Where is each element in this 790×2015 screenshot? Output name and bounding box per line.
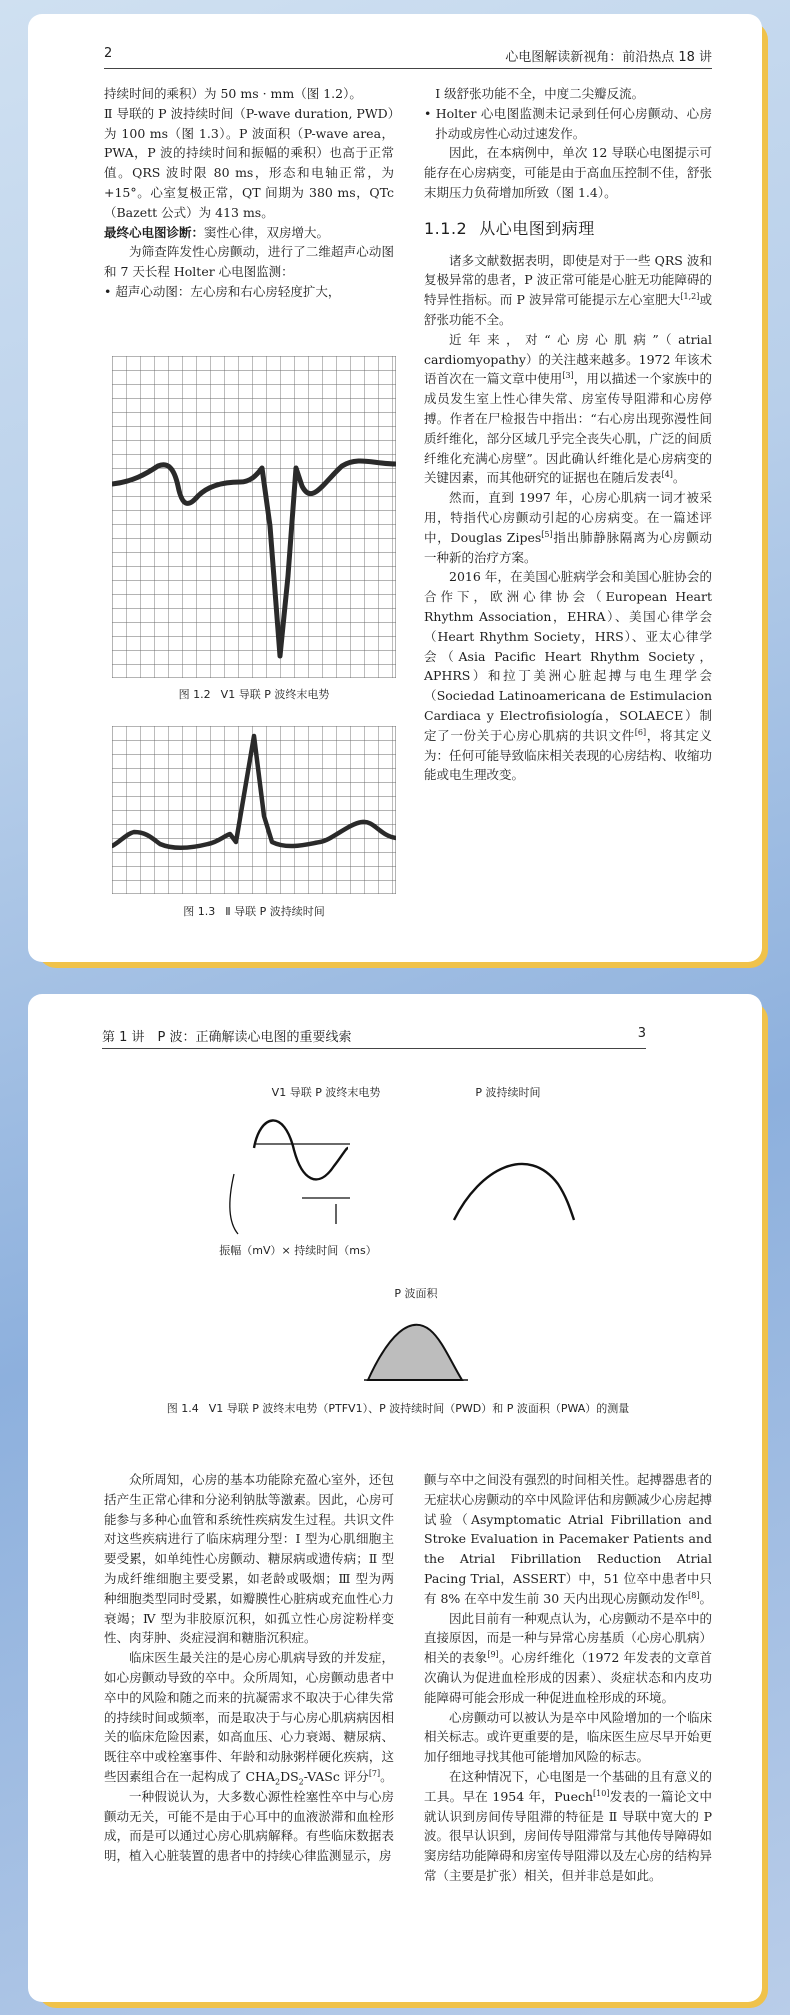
paragraph: Ⅱ 导联的 P 波持续时间（P-wave duration, PWD）为 100 ms（图 1.3）。P 波面积（P-wave area，PWA，P 波的持续时间和振幅的乘积）也高于正常值。QRS 波时限 80 ms，形态和电轴正常，为 +15°。心室复极正常，QT 间期为 380 ms，QTc（Bazett 公式）为 413 ms。	[104, 105, 394, 220]
page-3	[28, 994, 762, 2002]
right-column-text	[424, 1470, 712, 1886]
text-run: 因此目前有一种观点认为，心房颤动不是卒中的直接原因，而是一种与异常心房基质（心房心肌病）相关的表象	[424, 1610, 712, 1666]
figure-number: 图 1.2	[178, 688, 211, 701]
final-diagnosis-label: 最终心电图诊断：	[104, 224, 205, 240]
figure-caption-text: Ⅱ 导联 P 波持续时间	[225, 905, 325, 918]
page-header	[104, 46, 712, 69]
figure-1-3-ecg	[112, 726, 396, 894]
ptfv1-axis-label: 振幅（mV）× 持续时间（ms）	[219, 1244, 377, 1257]
citation: [4]	[661, 470, 673, 480]
pwd-title: P 波持续时间	[475, 1086, 541, 1099]
citation: [8]	[688, 1590, 700, 1600]
paragraph: 众所周知，心房的基本功能除充盈心室外，还包括产生正常心律和分泌利钠肽等激素。因此，心房可能参与多种心血管和系统性疾病发生过程。共识文件对这些疾病进行了临床病理分型：Ⅰ 型为心肌细胞主要受累，如单纯性心房颤动、糖尿病或遗传病；Ⅱ 型为成纤维细胞主要受累，如老龄或吸烟；Ⅲ 型为两种细胞类型同时受累，如瓣膜性心脏病或充血性心力衰竭；Ⅳ 型为非胶原沉积，如孤立性心房淀粉样变性、肉芽肿、炎症浸润和糖脂沉积症。	[104, 1472, 394, 1646]
figure-number: 图 1.3	[183, 905, 216, 918]
text-run: 2016 年，在美国心脏病学会和美国心脏协会的合作下，欧洲心律协会（European Heart Rhythm Association，EHRA）、美国心律学会（Heart Rhythm Society，HRS）、亚太心律学会（Asia Pacific Heart Rhythm Society，APHRS）和拉丁美洲心脏起搏与电生理学会（Sociedad Latinoamericana de Estimulacion Cardiaca y Electrofisiología，SOLAECE）制定了一份关于心房心肌病的共识文件	[424, 569, 712, 743]
pwa-area	[368, 1325, 462, 1380]
page-sheet	[28, 994, 762, 2002]
paragraph: 一种假说认为，大多数心源性栓塞性卒中与心房颤动无关，可能不是由于心耳中的血液淤滞和血栓形成，而是可以通过心房心肌病解释。有些临床数据表明，植入心脏装置的患者中的持续心律监测显示，房	[104, 1788, 394, 1864]
final-diagnosis-text: 窦性心律，双房增大。	[204, 224, 330, 240]
paragraph	[424, 251, 712, 330]
figure-1-4-caption	[98, 1400, 698, 1416]
text-run: 近年来，对“心房心肌病”（atrial cardiomyopathy）的关注越来越多。1972 年该术语首次在一篇文章中使用	[424, 331, 712, 387]
paragraph: 因此，在本病例中，单次 12 导联心电图提示可能存在心房病变，可能是由于高血压控制不佳，舒张末期压力负荷增加所致（图 1.4）。	[424, 145, 712, 200]
citation: [9]	[487, 1650, 499, 1660]
ptfv1-title: V1 导联 P 波终末电势	[271, 1086, 381, 1099]
page-2	[28, 14, 762, 962]
pwa-title: P 波面积	[394, 1287, 438, 1300]
pwd-arc	[454, 1164, 574, 1220]
bullet-continuation: Ⅰ 级舒张功能不全，中度二尖瓣反流。	[435, 86, 645, 101]
paragraph: 持续时间的乘积）为 50 ms · mm（图 1.2）。	[104, 86, 362, 101]
citation: [1,2]	[680, 292, 700, 302]
text-run: ，用以描述一个家族中的成员发生室上性心律失常、房室传导阻滞和心房停搏。作者在尸检报告中指出：“右心房出现弥漫性间质纤维化，部分区域几乎完全丧失心肌，广泛的间质纤维化充满心房壁”。因此确认纤维化是心房病变的关键因素，而其他研究的证据也在随后发表	[424, 371, 712, 486]
citation: [5]	[541, 529, 553, 539]
text-run: 或舒张功能不全。	[424, 292, 712, 327]
paragraph	[424, 1767, 712, 1886]
text-run: 。	[672, 470, 686, 486]
left-column-text	[104, 84, 394, 302]
running-title: 第 1 讲 P 波：正确解读心电图的重要线索	[102, 1030, 352, 1045]
paragraph: 为筛查阵发性心房颤动，进行了二维超声心动图和 7 天长程 Holter 心电图监测：	[104, 244, 394, 280]
section-title: 从心电图到病理	[479, 218, 595, 238]
figure-number: 图 1.4	[166, 1402, 199, 1415]
text-run: -VASc 评分	[303, 1768, 369, 1784]
section-heading	[424, 219, 712, 239]
citation: [6]	[634, 727, 647, 737]
text-run: 诸多文献数据表明，即使是对于一些 QRS 波和复极异常的患者，P 波正常可能是心脏无功能障碍的特异性指标。而 P 波异常可能提示左心室肥大	[424, 252, 712, 308]
figure-1-2-caption	[112, 686, 396, 702]
citation: [3]	[562, 371, 574, 381]
final-diagnosis	[104, 223, 394, 243]
ptfv1-pointer	[230, 1174, 238, 1234]
text-run: 。	[699, 1590, 712, 1606]
text-run: 指出肺静脉隔离为心房颤动一种新的治疗方案。	[424, 529, 712, 565]
section-number: 1.1.2	[424, 218, 468, 238]
text-run: 临床医生最关注的是心房心肌病导致的并发症，如心房颤动导致的卒中。众所周知，心房颤动患者中卒中的风险和随之而来的抗凝需求不取决于心律失常的持续时间或频率，而是取决于与心房心肌病病因相关的临床危险因素，如高血压、心力衰竭、糖尿病、既往卒中或栓塞事件、年龄和动脉粥样硬化疾病，这些因素组合在一起构成了 CHA	[104, 1650, 394, 1784]
text-run: 在这种情况下，心电图是一个基础的且有意义的工具。早在 1954 年，Puech	[424, 1768, 712, 1804]
bullet-item: • Holter 心电图监测未记录到任何心房颤动、心房扑动或房性心动过速发作。	[424, 105, 712, 141]
citation: [7]	[368, 1768, 381, 1778]
ptfv1-wave	[254, 1120, 348, 1179]
text-run: 然而，直到 1997 年，心房心肌病一词才被采用，特指代心房颤动引起的心房病变。在一篇述评中，Douglas Zipes	[424, 490, 712, 545]
paragraph	[424, 488, 712, 567]
page-number: 2	[104, 46, 113, 61]
text-run: 。	[380, 1768, 393, 1784]
figure-caption-text: V1 导联 P 波终末电势（PTFV1）、P 波持续时间（PWD）和 P 波面积（PWA）的测量	[208, 1402, 630, 1415]
subscript: 2	[298, 1777, 304, 1787]
text-run: 发表的一篇论文中就认识到房间传导阻滞的特征是 Ⅱ 导联中宽大的 P 波。很早认识到，房间传导阻滞常与其他传导障碍如窦房结功能障碍和房室传导阻滞以及左心房的结构异常（主要是扩张）相关，但并非总是如此。	[424, 1788, 712, 1883]
page-number: 3	[637, 1026, 646, 1041]
paragraph	[424, 567, 712, 785]
paragraph	[424, 1609, 712, 1708]
page-header	[102, 1026, 646, 1049]
paragraph: 心房颤动可以被认为是卒中风险增加的一个临床相关标志。或许更重要的是，临床医生应尽早开始更加仔细地寻找其他可能增加风险的标志。	[424, 1709, 712, 1765]
citation: [10]	[593, 1788, 610, 1798]
bullet-item: • 超声心动图：左心房和右心房轻度扩大，	[104, 283, 341, 299]
left-column-text	[104, 1470, 394, 1866]
text-run: 颤与卒中之间没有强烈的时间相关性。起搏器患者的无症状心房颤动的卒中风险评估和房颤减少心房起搏试验（Asymptomatic Atrial Fibrillation and Stroke Evaluation in Pacemaker Patients and the Atrial Fibrillation Reduction Atrial Pacing Trial，ASSERT）中，51 位卒中患者中只有 8% 在卒中发生前 30 天内出现心房颤动发作	[424, 1472, 712, 1606]
pwa-diagram	[358, 1306, 478, 1386]
page-sheet	[28, 14, 762, 962]
figure-1-3-caption	[112, 903, 396, 919]
text-run: DS	[280, 1768, 299, 1784]
text-run: 。心房纤维化（1972 年发表的文章首次确认为促进血栓形成的因素）、炎症状态和内皮功能障碍可能会形成一种促进血栓形成的环境。	[424, 1650, 712, 1705]
text-run: ，将其定义为：任何可能导致临床相关表现的心房结构、收缩功能或电生理改变。	[424, 727, 712, 783]
running-title: 心电图解读新视角：前沿热点 18 讲	[505, 50, 712, 65]
right-column-text	[424, 84, 712, 785]
paragraph	[424, 1470, 712, 1609]
subscript: 2	[274, 1777, 281, 1787]
figure-caption-text: V1 导联 P 波终末电势	[220, 688, 330, 701]
figure-1-2-ecg	[112, 356, 396, 678]
paragraph	[424, 330, 712, 488]
paragraph	[104, 1648, 394, 1787]
